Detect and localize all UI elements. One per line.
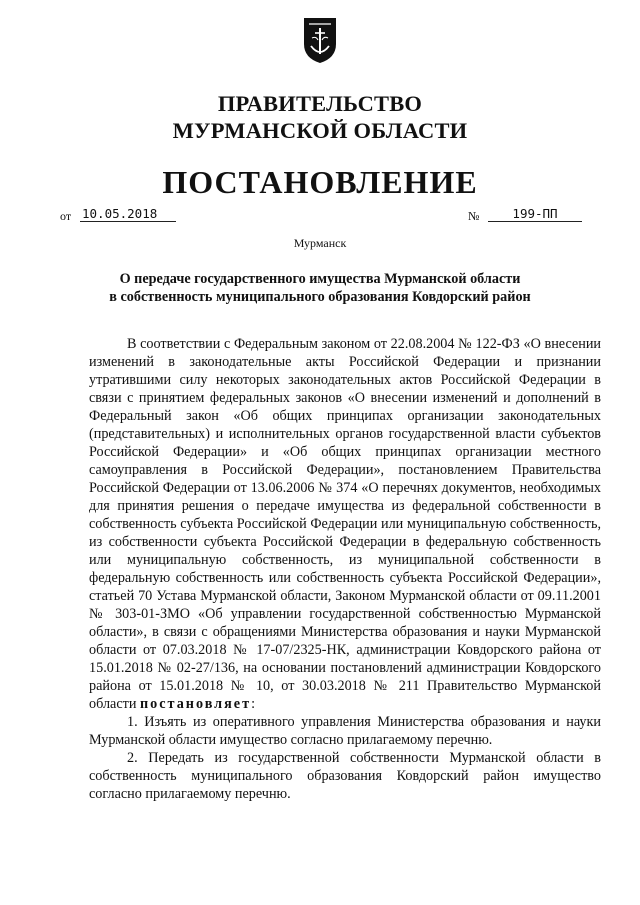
document-date: 10.05.2018 (80, 206, 176, 222)
document-body (89, 335, 601, 803)
organization-name-line2: МУРМАНСКОЙ ОБЛАСТИ (172, 118, 468, 143)
subject-line2: в собственность муниципального образования Ковдорский район (109, 289, 531, 305)
item-1-paragraph: 1. Изъять из оперативного управления Министерства образования и науки Мурманской области имущество согласно прилагаемому перечню. (89, 714, 601, 748)
decree-word: постановляет (139, 696, 252, 712)
preamble-paragraph (89, 335, 601, 713)
decree-colon: : (251, 696, 256, 712)
item-2-paragraph: 2. Передать из государственной собственности Мурманской области в собственность муниципального образования Ковдорский район имущество согласно прилагаемому перечню. (89, 750, 601, 802)
document-subject (0, 270, 640, 306)
issue-city: Мурманск (293, 236, 347, 250)
subject-line1: О передаче государственного имущества Мурманской области (119, 271, 521, 287)
number-label: № (468, 209, 480, 223)
preamble-text: В соответствии с Федеральным законом от 22.08.2004 № 122-ФЗ «О внесении изменений в законодательные акты Российской Федерации и признании утратившими силу некоторых законодательных актов Российской Федерации в связи с принятием федеральных законов «О внесении изменений и дополнений в Федеральный закон «Об общих принципах организации законодательных (представительных) и исполнительных органов государственной власти субъектов Российской Федерации» и «Об общих принципах организации местного самоуправления в Российской Федерации», постановлением Правительства Российской Федерации от 13.06.2006 № 374 «О перечнях документов, необходимых для принятия решения о передаче имущества из федеральной собственности в собственность субъекта Российской Федерации или муниципальную собственность, из собственности субъекта Российской Федерации в федеральную собственность или муниципальную собственность, из муниципальной собственности в федеральную собственность или собственность субъекта Российской Федерации», статьей 70 Устава Мурманской области, Законом Мурманской области от 09.11.2001 № 303-01-ЗМО «Об управлении государственной собственностью Мурманской области», в связи с обращениями Министерства образования и науки Мурманской области от 07.03.2018 № 17-07/2325-НК, администрации Ковдорского района от 15.01.2018 № 02-27/136, на основании постановлений администрации Ковдорского района от 15.01.2018 № 10, от 30.03.2018 № 211 Правительство Мурманской области (89, 336, 601, 712)
date-label: от (60, 209, 72, 223)
document-type-title: ПОСТАНОВЛЕНИЕ (162, 164, 478, 200)
document-number: 199-ПП (488, 206, 582, 222)
coat-of-arms-icon (302, 16, 338, 64)
organization-name-line1: ПРАВИТЕЛЬСТВО (217, 91, 423, 116)
